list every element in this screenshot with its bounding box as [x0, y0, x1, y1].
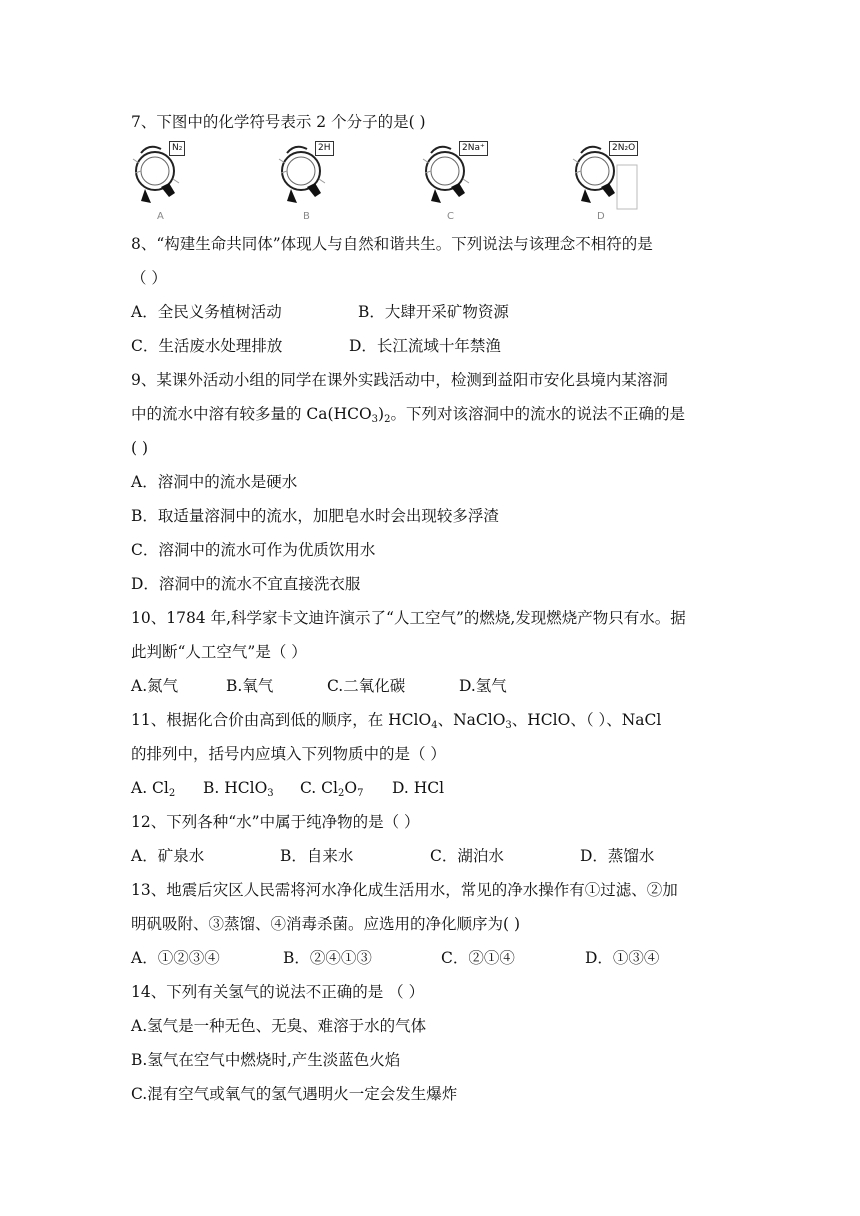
q11-option-b [203, 776, 274, 800]
q8-option-a: A．全民义务植树活动 [131, 303, 282, 321]
q13-option-a: A．①②③④ [131, 949, 220, 967]
q7-symbol-d: 2N₂O [609, 141, 638, 156]
q7-figure-a [131, 139, 201, 225]
q14-option-a: A.氢气是一种无色、无臭、难溶于水的气体 [131, 1017, 427, 1035]
q7-label-b: B [303, 211, 310, 222]
q9-option-d: D．溶洞中的流水不宜直接洗衣服 [131, 575, 361, 593]
q13-stem-line2: 明矾吸附、③蒸馏、④消毒杀菌。应选用的净化顺序为( ) [131, 915, 521, 933]
q7-label-c: C [447, 211, 454, 222]
q12-option-b: B．自来水 [280, 847, 354, 865]
q8-option-c: C．生活废水处理排放 [131, 337, 283, 355]
q7-symbol-a: N₂ [169, 141, 185, 156]
q10-option-c: C.二氧化碳 [327, 677, 406, 695]
q8-stem-line1: 8、“构建生命共同体”体现人与自然和谐共生。下列说法与该理念不相符的是 [131, 235, 653, 253]
subscript: 3 [371, 414, 379, 425]
option-text: A. Cl [131, 779, 169, 797]
q9-option-b: B．取适量溶洞中的流水，加肥皂水时会出现较多浮渣 [131, 507, 499, 525]
cartoon-icon [131, 139, 201, 225]
option-text: O [344, 779, 358, 797]
option-text: C. Cl [300, 779, 338, 797]
q7-figure-d [571, 139, 641, 225]
subscript: 2 [168, 788, 176, 799]
q13-option-d: D．①③④ [585, 949, 660, 967]
q10-option-d: D.氢气 [459, 677, 507, 695]
q12-option-c: C．湖泊水 [430, 847, 504, 865]
q7-stem: 7、下图中的化学符号表示 2 个分子的是( ) [131, 113, 426, 131]
q10-stem-line2: 此判断“人工空气”是（ ） [131, 643, 307, 661]
subscript: 3 [505, 720, 512, 731]
q10-option-a: A.氮气 [131, 677, 179, 695]
q7-figure-b [277, 139, 347, 225]
q7-symbol-c: 2Na⁺ [459, 141, 488, 156]
q10-stem-line1: 10、1784 年,科学家卡文迪许演示了“人工空气”的燃烧,发现燃烧产物只有水。据 [131, 609, 686, 627]
q13-option-c: C．②①④ [441, 949, 515, 967]
q14-option-b: B.氢气在空气中燃烧时,产生淡蓝色火焰 [131, 1051, 401, 1069]
q14-option-c: C.混有空气或氧气的氢气遇明火一定会发生爆炸 [131, 1085, 458, 1103]
q11-option-c [300, 776, 363, 800]
subscript: 3 [267, 788, 274, 799]
q12-stem: 12、下列各种“水”中属于纯净物的是（ ） [131, 813, 420, 831]
q7-label-d: D [597, 211, 605, 222]
q8-option-b: B．大肆开采矿物资源 [358, 303, 509, 321]
subscript: 2 [384, 414, 391, 425]
q10-option-b: B.氧气 [226, 677, 274, 695]
q11-stem-line2: 的排列中，括号内应填入下列物质中的是（ ） [131, 745, 446, 763]
q11-stem-text: 、NaClO [437, 711, 506, 729]
q13-option-b: B．②④①③ [283, 949, 372, 967]
subscript: 2 [337, 788, 345, 799]
q7-label-a: A [157, 211, 164, 222]
q7-symbol-b: 2H [315, 141, 334, 156]
q7-figure-c [421, 139, 491, 225]
q9-stem-line3: ( ) [131, 439, 149, 457]
subscript: 7 [357, 788, 364, 799]
q9-stem-line1: 9、某课外活动小组的同学在课外实践活动中，检测到益阳市安化县境内某溶洞 [131, 371, 668, 389]
q12-option-d: D．蒸馏水 [580, 847, 655, 865]
q11-stem-line1 [131, 708, 661, 732]
q9-stem-text: 。下列对该溶洞中的流水的说法不正确的是 [390, 405, 685, 423]
subscript: 4 [431, 720, 438, 731]
q13-stem-line1: 13、地震后灾区人民需将河水净化成生活用水，常见的净水操作有①过滤、②加 [131, 881, 678, 899]
q8-stem-line2: （ ） [131, 269, 167, 287]
q12-option-a: A．矿泉水 [131, 847, 205, 865]
q9-stem-text: ) [378, 405, 385, 423]
q9-option-a: A．溶洞中的流水是硬水 [131, 473, 298, 491]
q11-option-a [131, 776, 175, 800]
option-text: B. HClO [203, 779, 268, 797]
q11-option-d: D. HCl [392, 779, 445, 797]
q14-stem: 14、下列有关氢气的说法不正确的是 （ ） [131, 983, 425, 1001]
q9-stem-text: 中的流水中溶有较多量的 Ca(HCO [131, 405, 372, 423]
q9-option-c: C．溶洞中的流水可作为优质饮用水 [131, 541, 376, 559]
q7-figure-row [131, 139, 651, 225]
cartoon-icon [277, 139, 347, 225]
q9-stem-line2 [131, 402, 685, 426]
q11-stem-text: 、HClO、（ ）、NaCl [511, 711, 662, 729]
q11-stem-text: 11、根据化合价由高到低的顺序，在 HClO [131, 711, 432, 729]
q8-option-d: D．长江流域十年禁渔 [349, 337, 501, 355]
